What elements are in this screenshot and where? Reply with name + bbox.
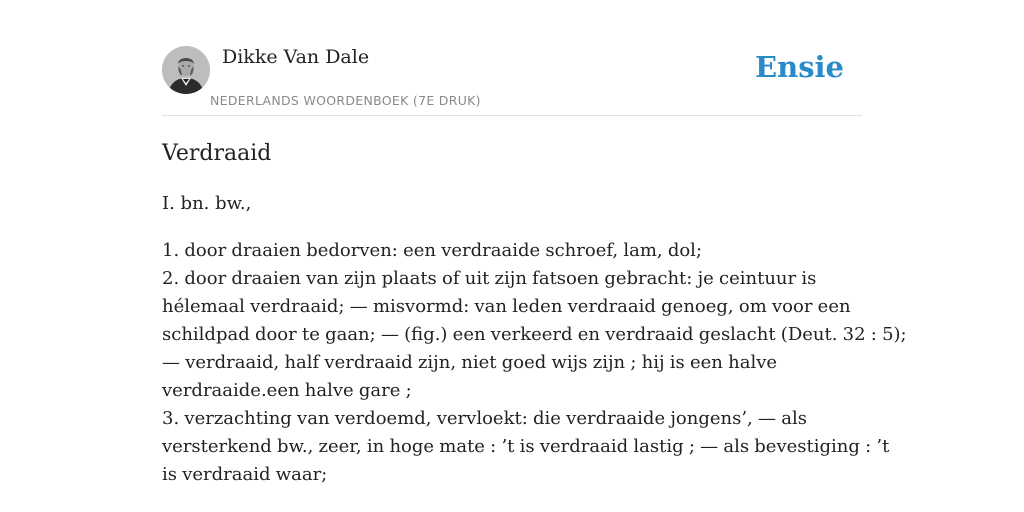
definition-line: schildpad door te gaan; — (fig.) een verkeerd en verdraaid geslacht (Deut. 32 : 5); — [162, 324, 907, 345]
definition-line: — verdraaid, half verdraaid zijn, niet goed wijs zijn ; hij is een halve — [162, 352, 778, 373]
definition-line: verdraaide.een halve gare ; — [162, 380, 412, 401]
definition-line: 3. verzachting van verdoemd, vervloekt: die verdraaide jongens’, — als — [162, 408, 807, 429]
definition-line: is verdraaid waar; — [162, 464, 328, 485]
portrait-image — [162, 46, 210, 94]
author-name[interactable]: Dikke Van Dale — [222, 46, 370, 68]
header — [162, 46, 862, 116]
definition-text — [162, 237, 907, 489]
author-avatar[interactable] — [162, 46, 210, 94]
definition-line: hélemaal verdraaid; — misvormd: van leden verdraaid genoeg, om voor een — [162, 296, 851, 317]
entry-content — [162, 138, 907, 489]
definition-line: 2. door draaien van zijn plaats of uit zijn fatsoen gebracht: je ceintuur is — [162, 268, 817, 289]
definition-line: versterkend bw., zeer, in hoge mate : ’t is verdraaid lastig ; — als bevestiging : ’t — [162, 436, 890, 457]
entry-title: Verdraaid — [162, 141, 272, 166]
definition-line: 1. door draaien bedorven: een verdraaide schroef, lam, dol; — [162, 240, 703, 261]
source-name[interactable]: NEDERLANDS WOORDENBOEK (7E DRUK) — [210, 93, 481, 108]
ensie-logo[interactable]: Ensie — [755, 50, 844, 84]
part-of-speech: I. bn. bw., — [162, 193, 252, 214]
